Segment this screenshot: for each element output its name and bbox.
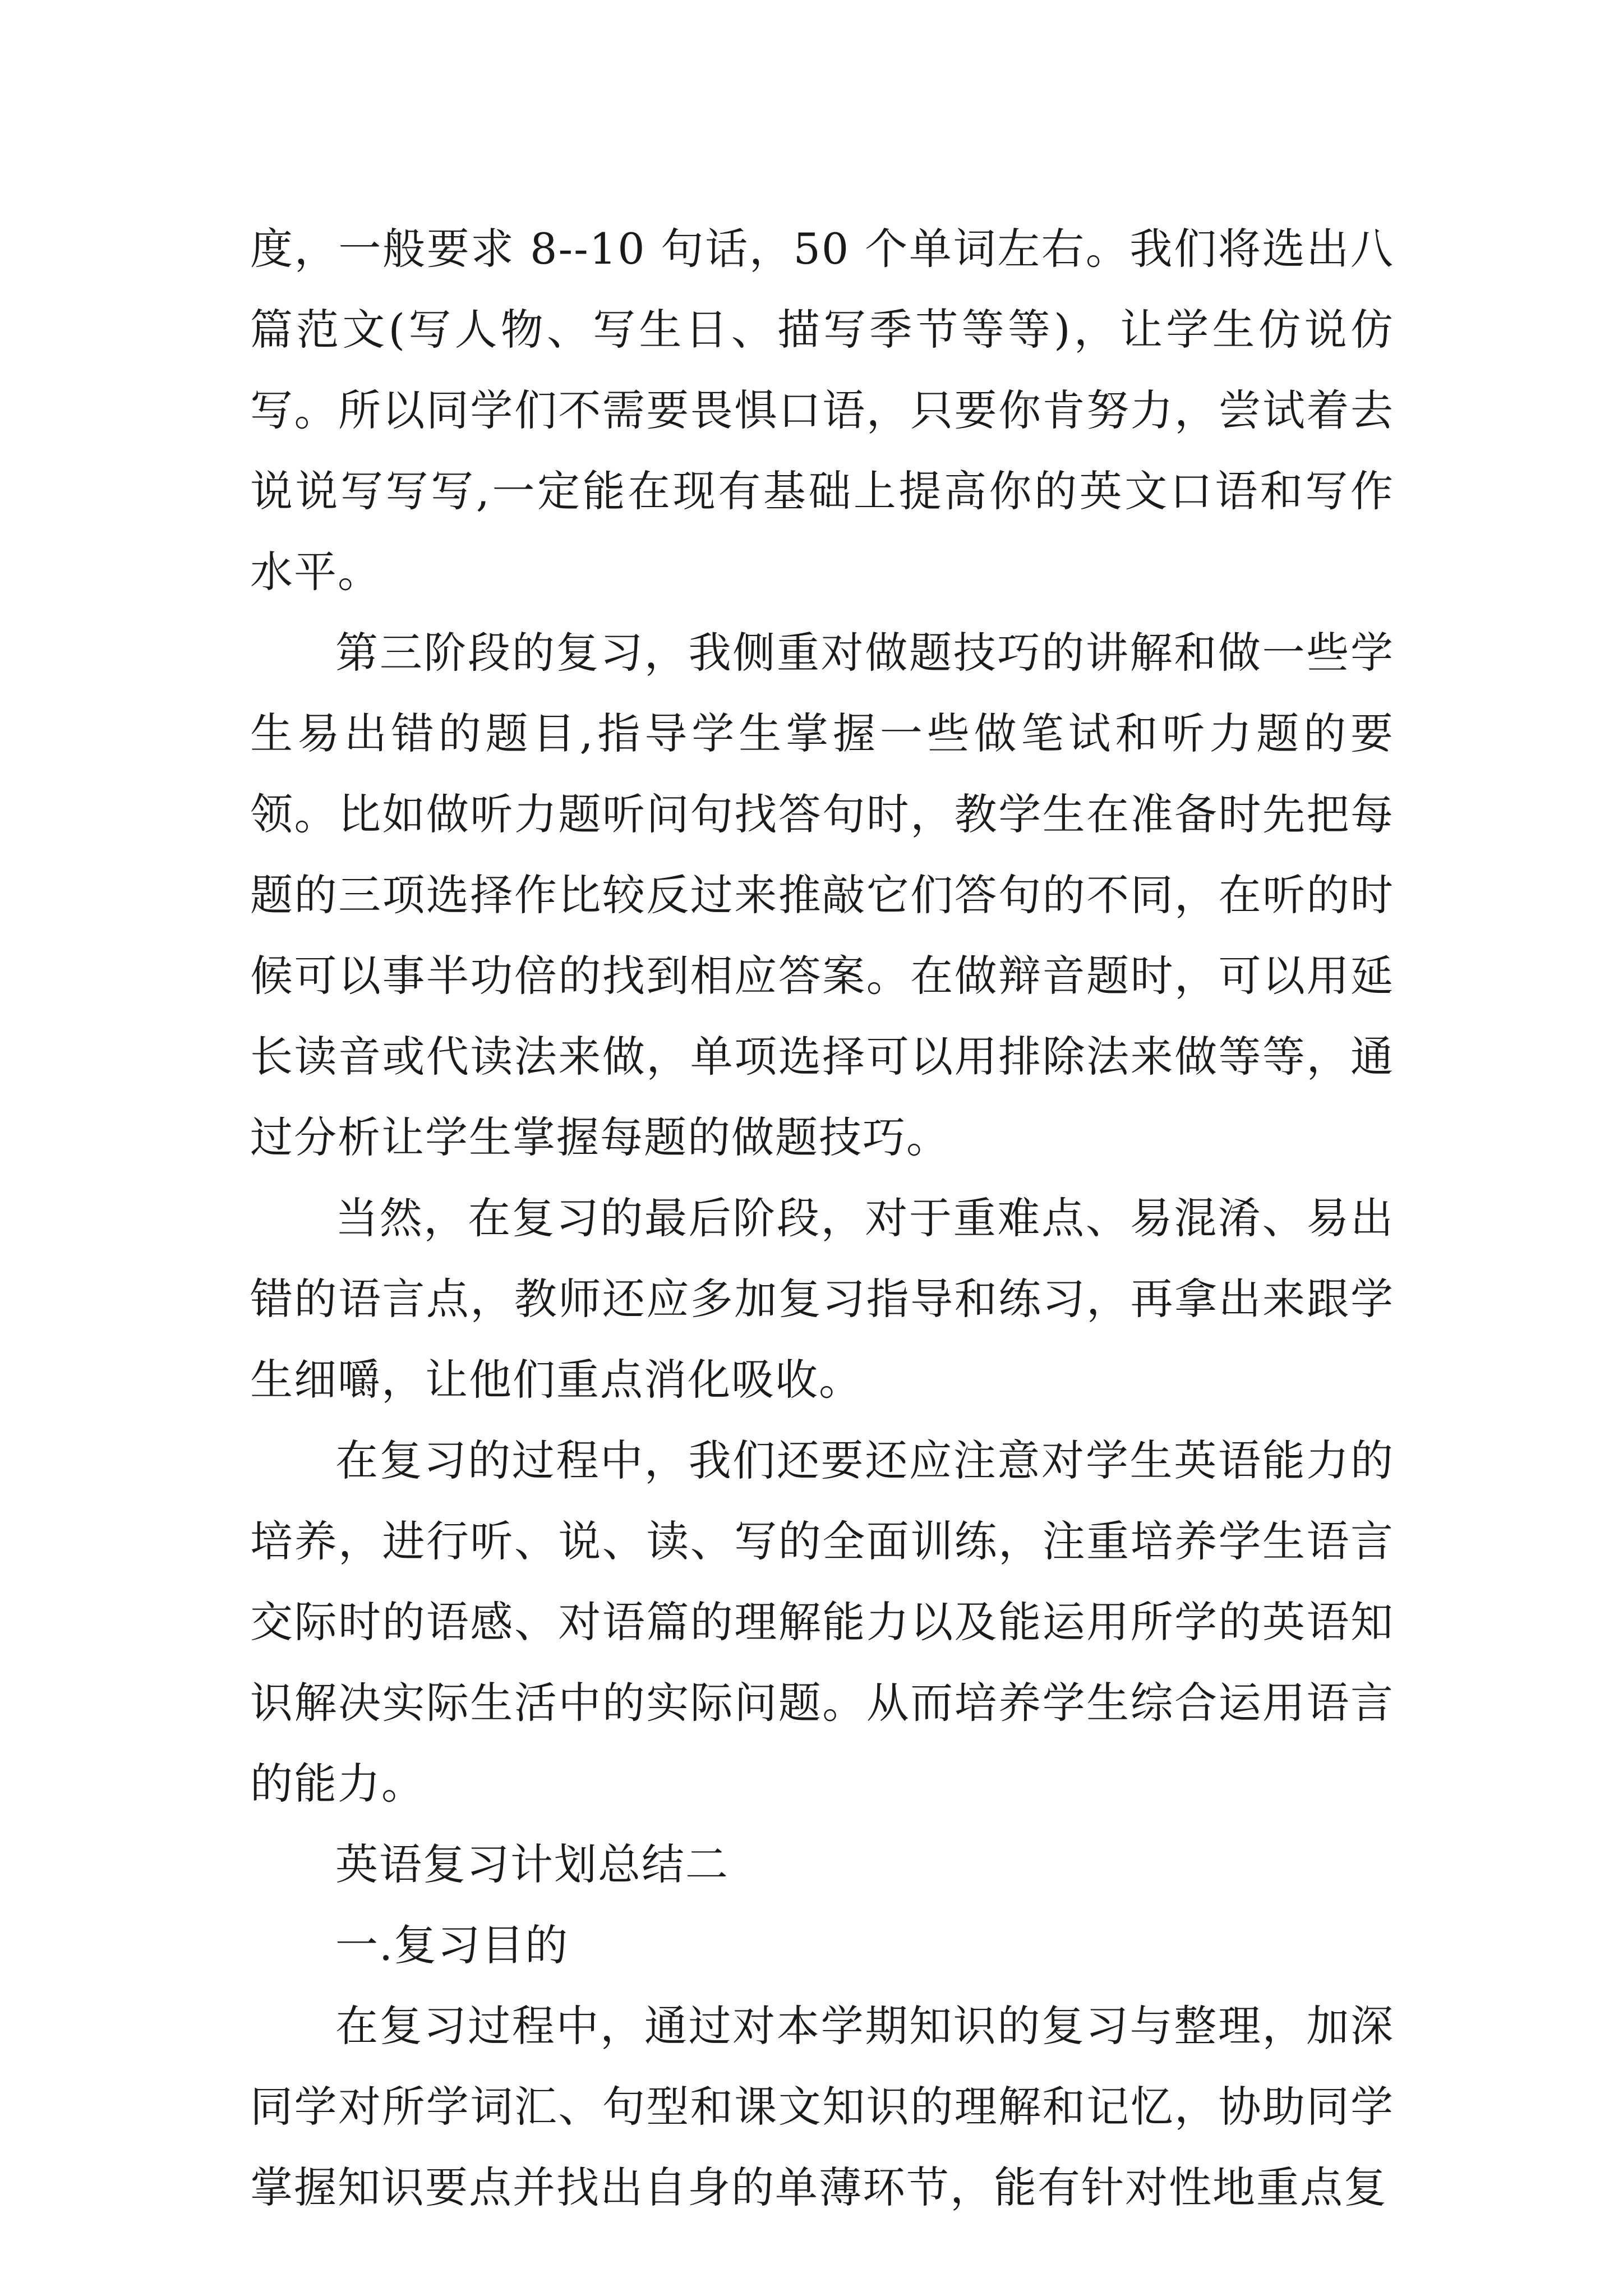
section-title: 英语复习计划总结二 <box>335 1839 729 1889</box>
paragraph-final-stage: 当然，在复习的最后阶段，对于重难点、易混淆、易出错的语言点，教师还应多加复习指导和练习，再拿出来跟学生细嚼，让他们重点消化吸收。 <box>250 1193 1394 1405</box>
paragraph-review-purpose: 在复习过程中，通过对本学期知识的复习与整理，加深同学对所学词汇、句型和课文知识的理解和记忆，协助同学掌握知识要点并找出自身的单薄环节，能有针对性地重点复 <box>250 2001 1394 2212</box>
paragraph-ability-training: 在复习的过程中，我们还要还应注意对学生英语能力的培养，进行听、说、读、写的全面训练，注重培养学生语言交际时的语感、对语篇的理解能力以及能运用所学的英语知识解决实际生活中的实际问题。从而培养学生综合运用语言的能力。 <box>250 1435 1394 1809</box>
subsection-title: 一.复习目的 <box>335 1920 569 1970</box>
document-body <box>250 209 1394 2228</box>
paragraph-stage-three: 第三阶段的复习，我侧重对做题技巧的讲解和做一些学生易出错的题目,指导学生掌握一些做笔试和听力题的要领。比如做听力题听问句找答句时，教学生在准备时先把每题的三项选择作比较反过来推敲它们答句的不同，在听的时候可以事半功倍的找到相应答案。在做辩音题时，可以用延长读音或代读法来做，单项选择可以用排除法来做等等，通过分析让学生掌握每题的做题技巧。 <box>250 628 1394 1162</box>
paragraph-continuation: 度，一般要求 8--10 句话，50 个单词左右。我们将选出八篇范文(写人物、写生日、描写季节等等)，让学生仿说仿写。所以同学们不需要畏惧口语，只要你肯努力，尝试着去说说写写写,一定能在现有基础上提高你的英文口语和写作水平。 <box>250 224 1394 597</box>
